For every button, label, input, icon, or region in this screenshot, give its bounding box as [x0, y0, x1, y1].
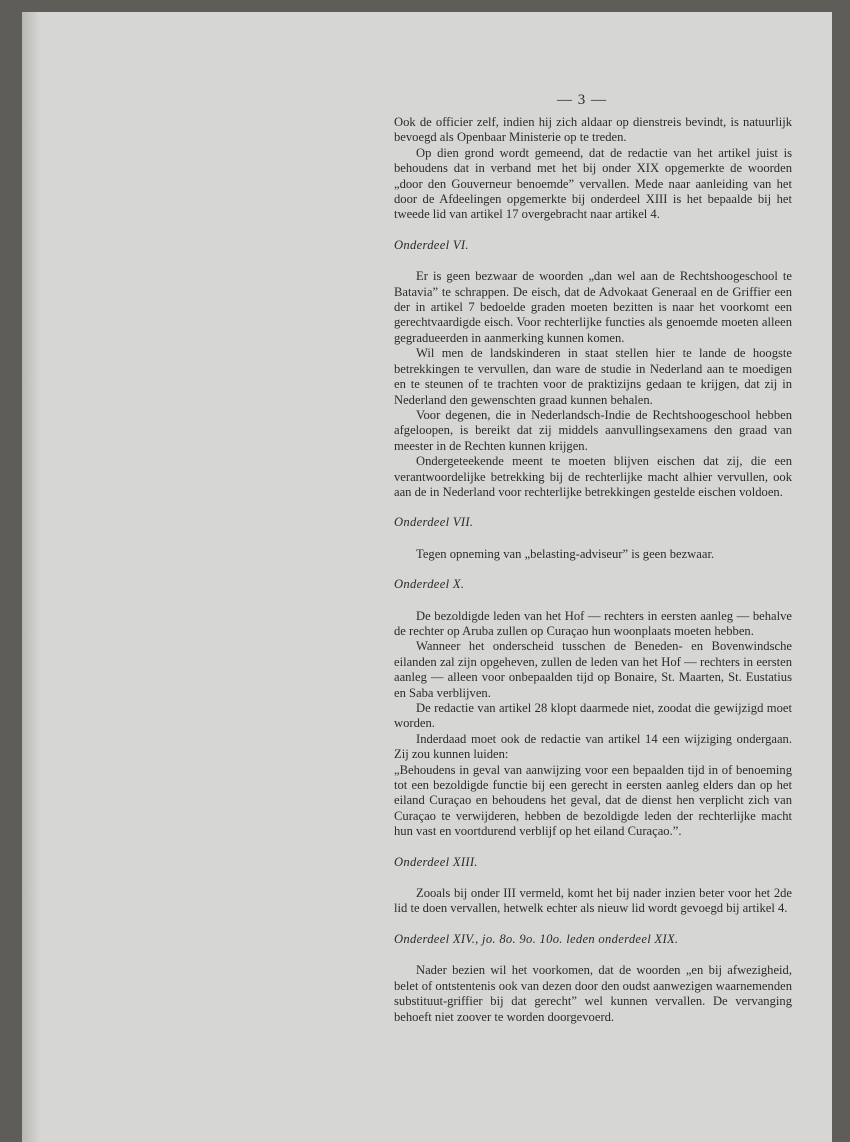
section-heading: Onderdeel XIII. [394, 854, 478, 869]
section-heading: Onderdeel VI. [394, 237, 469, 252]
paragraph: Er is geen bezwaar de woorden „dan wel aan de Rechtshoogeschool te Batavia” te schrappen. De eisch, dat de Advokaat Generaal en de Griffier een der in artikel 7 bedoelde graden moeten bezitten is naar het voorkomt een gerechtvaardigde eisch. Voor rechterlijke functies als genoemde moeten alleen gegradueerden in aanmerking kunnen komen. [394, 269, 792, 345]
paragraph: Tegen opneming van „belasting-adviseur” is geen bezwaar. [416, 546, 715, 561]
paragraph: Inderdaad moet ook de redactie van artikel 14 een wijziging ondergaan. Zij zou kunnen luiden: [394, 731, 792, 762]
paragraph: Nader bezien wil het voorkomen, dat de woorden „en bij afwezigheid, belet of ontstentenis ook van dezen door den oudst aanwezigen waarnemenden substituut-griffier bij dat gerecht” wel kunnen vervallen. De vervanging behoeft niet zoover te worden doorgevoerd. [394, 963, 792, 1024]
paragraph: Wanneer het onderscheid tusschen de Beneden- en Bovenwindsche eilanden zal zijn opgeheven, zullen de leden van het Hof — rechters in eersten aanleg — alleen voor onbepaalden tijd op Bonaire, St. Maarten, St. Eustatius en Saba verblijven. [394, 639, 792, 700]
section-heading: Onderdeel VII. [394, 515, 474, 530]
document-page [22, 12, 832, 1142]
section-heading: Onderdeel XIV., jo. 8o. 9o. 10o. leden onderdeel XIX. [394, 931, 679, 946]
paragraph: Op dien grond wordt gemeend, dat de redactie van het artikel juist is behoudens dat in verband met het bij onder XIX opgemerkte de woorden „door den Gouverneur benoemde” vervallen. Mede naar aanleiding van het door de Afdeelingen opgemerkte bij onderdeel XIII is het bepaalde bij het tweede lid van artikel 17 overgebracht naar artikel 4. [394, 145, 792, 222]
paragraph: „Behoudens in geval van aanwijzing voor een bepaalden tijd in of benoeming tot een bezoldigde functie bij een gerecht in eersten aanleg elders dan op het eiland Curaçao en behoudens het geval, dat de dienst hen verplicht zich van Curaçao te verwijderen, hebben de bezoldigde leden der rechterlijke macht hun vast en voortdurend verblijf op het eiland Curaçao.”. [394, 762, 792, 839]
paragraph: De redactie van artikel 28 klopt daarmede niet, zoodat die gewijzigd moet worden. [394, 701, 792, 731]
paragraph: Zooals bij onder III vermeld, komt het bij nader inzien beter voor het 2de lid te doen vervallen, hetwelk echter als nieuw lid wordt gevoegd bij artikel 4. [394, 886, 792, 916]
paragraph: Voor degenen, die in Nederlandsch-Indie de Rechtshoogeschool hebben afgeloopen, is bereikt dat zij middels aanvullingsexamens den graad van meester in de Rechten kunnen krijgen. [394, 407, 792, 453]
paragraph: Wil men de landskinderen in staat stellen hier te lande de hoogste betrekkingen te vervullen, dan ware de studie in Nederland aan te moedigen en te steunen of te trachten voor de praktizijns gedaan te krijgen, dat zij in Nederland den gewenschten graad kunnen behalen. [394, 346, 792, 407]
document-body [394, 115, 792, 1025]
section-heading: Onderdeel X. [394, 577, 465, 592]
paragraph: Ondergeteekende meent te moeten blijven eischen dat zij, die een verantwoordelijke betrekking bij de rechterlijke macht alhier vervullen, ook aan de in Nederland voor rechterlijke betrekkingen gestelde eischen voldoen. [394, 454, 792, 499]
paragraph: De bezoldigde leden van het Hof — rechters in eersten aanleg — behalve de rechter op Aruba zullen op Curaçao hun woonplaats moeten hebben. [394, 608, 792, 638]
paragraph: Ook de officier zelf, indien hij zich aldaar op dienstreis bevindt, is natuurlijk bevoegd als Openbaar Ministerie op te treden. [394, 115, 792, 145]
page-number: — 3 — [557, 92, 607, 108]
